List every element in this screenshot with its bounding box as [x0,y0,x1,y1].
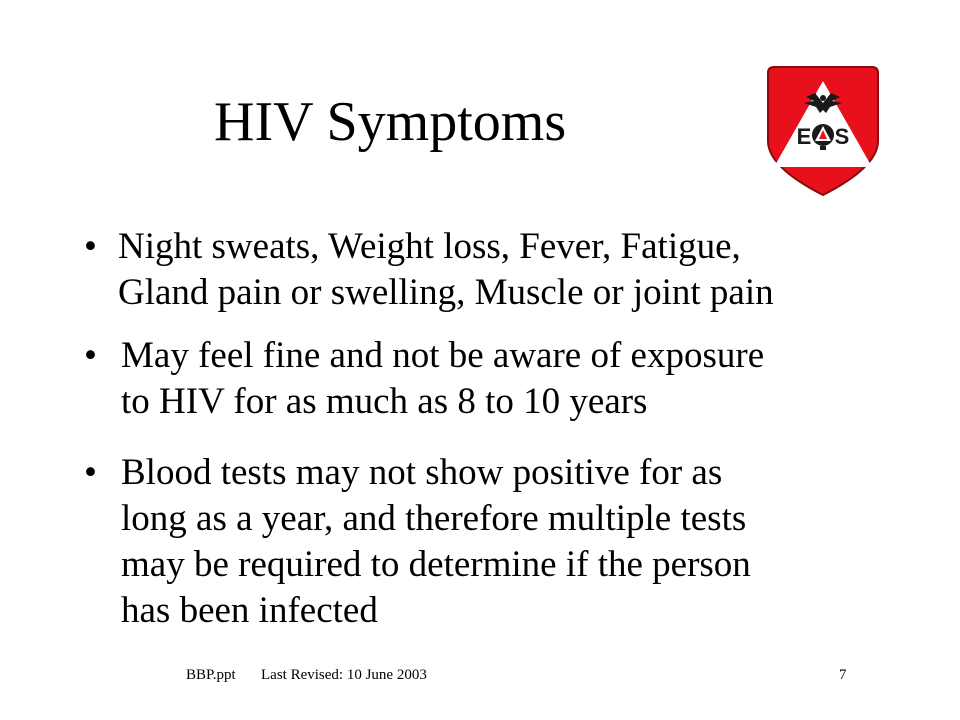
footer-page-number: 7 [839,667,847,683]
es-shield-logo [760,63,886,199]
bullet-marker: • [84,452,97,493]
bullet-line: may be required to determine if the person [121,544,751,585]
bullet-text [121,450,751,634]
bullet-text [121,333,764,425]
bullet-marker: • [84,335,97,376]
bullet-line: May feel fine and not be aware of exposure [121,335,765,376]
slide-title: HIV Symptoms [214,91,567,153]
bullet-marker: • [84,226,97,267]
bullet-line: has been infected [121,590,378,631]
logo-letter-s: S [834,124,850,149]
logo-letter-e: E [796,124,812,149]
bullet-line: Blood tests may not show positive for as [121,452,723,493]
bullet-text [118,224,774,316]
bullet-line: Night sweats, Weight loss, Fever, Fatigue, [118,226,741,267]
bullet-line: Gland pain or swelling, Muscle or joint pain [118,272,774,313]
bullet-line: to HIV for as much as 8 to 10 years [121,381,648,422]
footer-revised-date: Last Revised: 10 June 2003 [261,667,427,683]
bullet-line: long as a year, and therefore multiple tests [121,498,747,539]
footer-filename: BBP.ppt [186,667,236,683]
